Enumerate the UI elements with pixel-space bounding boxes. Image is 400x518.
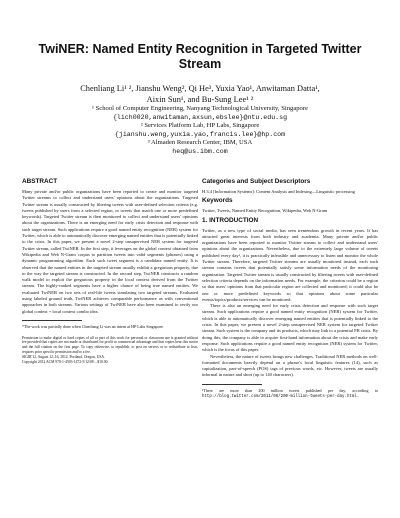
affiliation-2: ² Services Platform Lab, HP Labs, Singapore: [140, 122, 260, 130]
affiliation-3: ³ Almaden Research Center, IBM, USA: [147, 139, 253, 147]
keywords-text: Twitter, Tweets, Named Entity Recognition, Wikipedia, Web N-Gram: [202, 208, 328, 214]
right-footnote-rule: [202, 384, 262, 385]
affiliation-1-email: {lich0020,anwitaman,axsun,ebslee}@ntu.edu.sg: [112, 113, 288, 121]
title-line-2: Stream: [178, 57, 222, 71]
permission-text: Permission to make digital or hard copies of all or part of this work for personal or classroom use is granted without fee provided that copies are not made or distributed for profit or commercial advantage and that copies bear this notice and the full citation on the first page. To copy otherwise, to republish, to post on servers or to redistribute to lists, requires prior specific permission and/or a fee.: [22, 335, 198, 355]
affiliation-2-email: {jianshu.weng,yuxia.yao,francis.lee}@hp.com: [114, 130, 286, 138]
right-column: [202, 176, 378, 401]
conference-info: SIGIR'12, August 12–16, 2012, Portland, Oregon, USA.: [22, 355, 106, 360]
work-footnote: *The work was partially done when Chenliang Li was an intern at HP Labs Singapore.: [22, 323, 164, 329]
introduction-paragraph-2: There is also an emerging need for early crisis detection and response with such target stream. Such applications require a good named entity recognition (NER) system for Twitter, which is able to automatically discover emerging named entities that is potentially linked to the crisis. In this paper, we present a novel 2-step unsupervised NER system for targeted Twitter stream. Such system is the company and its products, which may link to a potential PR crisis. By doing this, the company is able to acquire first-hand information about the crisis and make early response. Such applications require a good named entity recognition (NER) system for Twitter, which is the focus of this paper.: [202, 303, 378, 353]
copyright-info: Copyright 2012 ACM 978-1-4503-1472-5/12/08 ...$10.00.: [22, 360, 109, 365]
categories-heading: Categories and Subject Descriptors: [202, 178, 311, 185]
author-names-line-2: Aixin Sun¹, and Bu-Sung Lee¹ ²: [146, 94, 254, 104]
author-block: [30, 84, 370, 157]
tweets-footnote: [202, 388, 378, 401]
footnote-rule: [22, 320, 82, 321]
left-column: [22, 176, 198, 365]
title-line-1: TwiNER: Named Entity Recognition in Targeted Twitter: [38, 42, 362, 56]
abstract-heading: ABSTRACT: [22, 178, 58, 185]
categories-text: H.3.4 [Information Systems]: Content Analysis and Indexing—Linguistic processing: [202, 189, 355, 194]
permission-notice: [22, 336, 198, 365]
affiliation-1: ¹ School of Computer Engineering, Nanyang Technological University, Singapore: [92, 105, 308, 112]
introduction-paragraph-1: Twitter, as a new type of social media, has seen tremendous growth in recent years. It has attracted great interests from both industry and academia. Many private and/or public organizations have been reported to monitor Twitter stream to collect and understand users' opinions about the organizations. Nevertheless, due to the extremely large volume of tweets published every day¹, it is practically infeasible and unnecessary to listen and monitor the whole Twitter stream. Therefore, targeted Twitter streams are usually monitored instead, each such stream contains tweets that potentially satisfy some information needs of the monitoring organization. Targeted Twitter stream is usually constructed by filtering tweets with user-defined selection criteria depends on the information needs. For example, the criterion could be a region so that users' opinions from that particular region are collected and monitored; it could also be one or more predefined keywords so that opinions about some particular events/topics/products/services can be monitored.: [202, 227, 378, 302]
introduction-paragraph-3: Nevertheless, the nature of tweets brings new challenges. Traditional NER methods on well-formatted documents heavily depend on a phrase's local linguistic features (14), such as capitalization, part-of-speech (POS) tags of previous words, etc. However, tweets are usually informal in nature and short (up to 140 characters).: [202, 353, 378, 378]
introduction-heading: 1. INTRODUCTION: [202, 216, 259, 224]
tweets-footnote-link[interactable]: http://blog.twitter.com/2011/06/200-million-tweets-per-day.html.: [202, 395, 360, 400]
tweets-footnote-text: ¹There are more than 200 million tweets published per day, according to: [202, 387, 378, 393]
affiliation-3-email: heq@us.ibm.com: [172, 147, 228, 155]
author-names-line-1: Chenliang Li¹ ², Jianshu Weng², Qi He³, Yuxia Yao¹, Anwitaman Datta¹,: [80, 84, 320, 93]
paper-title: [30, 42, 370, 72]
keywords-heading: Keywords: [202, 197, 233, 205]
abstract-text: Many private and/or public organizations have been reported to create and monitor targeted Twitter streams to collect and understand users' opinions about the organizations. Targeted Twitter stream is usually constructed by filtering tweets with user-defined selection criteria (e.g. tweets published by users from a selected region, or tweets that match one or more predefined keywords). Targeted Twitter stream is then monitored to collect and understand users' opinions about the organizations. There is an emerging need for early crisis detection and response with such target stream. Such applications require a good named entity recognition (NER) system for Twitter, which is able to automatically discover emerging named entities that is potentially linked to the crisis. In this paper, we present a novel 2-step unsupervised NER system for targeted Twitter stream, called TwiNER. In the first step, it leverages on the global context obtained from Wikipedia and Web N-Gram corpus to partition tweets into valid segments (phrases) using a dynamic programming algorithm. Each such tweet segment is a candidate named entity. It is observed that the named entities in the targeted stream usually exhibit a gregarious property, due to the way the targeted stream is constructed. In the second step, TwiNER constructs a random walk model to exploit the gregarious property in the local context derived from the Twitter stream. The highly-ranked segments have a higher chance of being true named entities. We evaluated TwiNER on two sets of real-life tweets simulating two targeted streams. Evaluated using labeled ground truth, TwiNER achieves comparable performance as with conventional approaches in both streams. Various settings of TwiNER have also been examined to verify our global context + local context combo idea.: [22, 189, 198, 314]
